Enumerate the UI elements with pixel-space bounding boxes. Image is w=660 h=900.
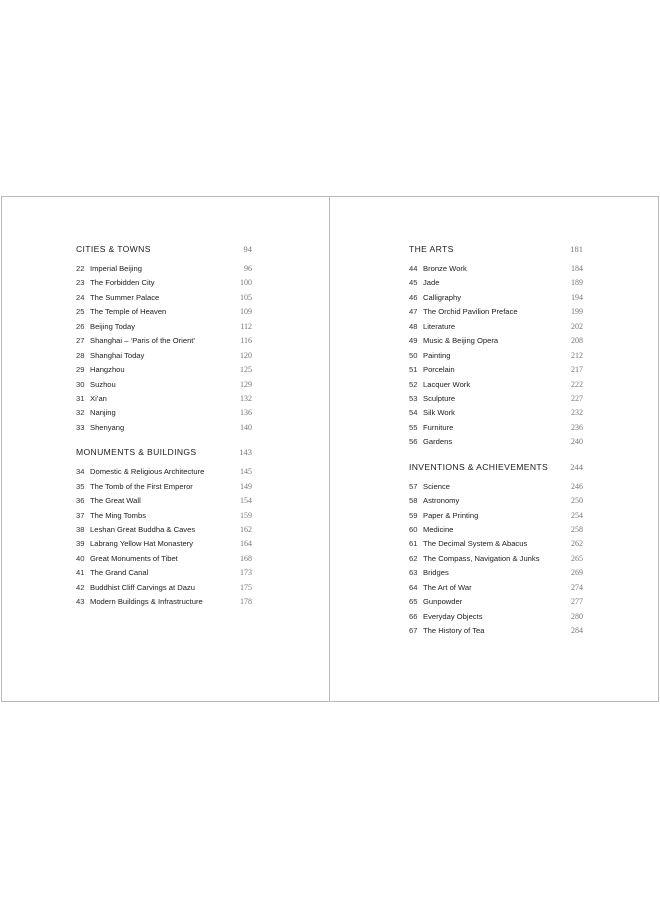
chapter-number: 59 <box>409 510 418 520</box>
chapter-page-number: 202 <box>571 321 583 331</box>
chapter-number: 41 <box>76 568 85 578</box>
chapter-title: Domestic & Religious Architecture <box>90 467 205 477</box>
chapter-number: 38 <box>76 525 85 534</box>
chapter-number: 61 <box>409 539 418 549</box>
chapter-page-number: 168 <box>240 553 252 563</box>
toc-entry-label <box>76 421 124 435</box>
chapter-number: 25 <box>76 307 85 317</box>
toc-entry-label <box>409 406 455 420</box>
toc-entry-label <box>409 494 459 508</box>
chapter-title: Gardens <box>423 437 453 447</box>
section-page-number: 244 <box>570 461 583 472</box>
toc-entry-label <box>409 262 467 276</box>
chapter-title: Gunpowder <box>423 597 463 607</box>
chapter-page-number: 149 <box>240 481 252 491</box>
section-heading[interactable] <box>409 459 583 480</box>
toc-entry-label <box>76 552 178 566</box>
toc-entry-label <box>76 566 148 580</box>
chapter-page-number: 254 <box>571 510 583 520</box>
chapter-title: Astronomy <box>423 496 460 506</box>
toc-entry-label <box>76 581 195 595</box>
chapter-title: Imperial Beijing <box>90 264 142 273</box>
chapter-number: 30 <box>76 379 85 389</box>
chapter-number: 66 <box>409 611 418 621</box>
section-title: INVENTIONS & ACHIEVEMENTS <box>409 461 549 472</box>
toc-entry[interactable] <box>76 581 252 595</box>
toc-entry[interactable] <box>76 320 252 334</box>
chapter-page-number: 116 <box>240 336 252 346</box>
chapter-title: Modern Buildings & Infrastructure <box>90 597 203 607</box>
toc-entry[interactable] <box>409 610 583 624</box>
toc-entry-label <box>76 305 166 319</box>
toc-entry-label <box>76 406 116 420</box>
toc-entry[interactable] <box>409 566 583 580</box>
toc-entry-label <box>76 509 146 523</box>
chapter-title: The Forbidden City <box>90 278 155 288</box>
chapter-number: 33 <box>76 422 85 432</box>
section-heading[interactable] <box>76 241 252 262</box>
toc-entry[interactable] <box>409 406 583 420</box>
chapter-page-number: 173 <box>240 568 252 578</box>
chapter-title: Labrang Yellow Hat Monastery <box>90 539 194 549</box>
chapter-title: Bridges <box>423 568 449 578</box>
chapter-number: 48 <box>409 321 418 331</box>
toc-entry-label <box>76 291 159 305</box>
chapter-number: 29 <box>76 365 85 375</box>
chapter-page-number: 227 <box>571 393 583 403</box>
toc-entry[interactable] <box>409 334 583 348</box>
toc-entry-label <box>409 363 455 377</box>
chapter-number: 34 <box>76 467 85 477</box>
toc-entry[interactable] <box>409 291 583 305</box>
chapter-number: 39 <box>76 539 85 549</box>
toc-entry[interactable] <box>76 349 252 363</box>
chapter-page-number: 178 <box>240 597 252 607</box>
chapter-number: 43 <box>76 597 85 607</box>
toc-entry[interactable] <box>76 566 252 580</box>
chapter-title: Everyday Objects <box>423 611 483 621</box>
toc-entry[interactable] <box>76 509 252 523</box>
toc-entry[interactable] <box>409 349 583 363</box>
toc-entry[interactable] <box>76 465 252 479</box>
toc-entry-label <box>409 581 472 595</box>
chapter-page-number: 112 <box>240 321 252 331</box>
chapter-number: 23 <box>76 278 85 288</box>
toc-entry-label <box>76 465 204 479</box>
chapter-title: The Tomb of the First Emperor <box>90 481 193 491</box>
chapter-number: 28 <box>76 350 85 360</box>
chapter-page-number: 120 <box>240 350 252 360</box>
chapter-page-number: 265 <box>571 553 583 563</box>
toc-entry[interactable] <box>76 363 252 377</box>
chapter-page-number: 175 <box>240 582 252 592</box>
chapter-page-number: 194 <box>571 292 583 302</box>
chapter-number: 32 <box>76 408 85 418</box>
chapter-title: Music & Beijing Opera <box>423 336 499 346</box>
chapter-number: 22 <box>76 264 85 273</box>
toc-entry-label <box>409 276 439 290</box>
toc-entry-label <box>409 552 540 566</box>
toc-entry[interactable] <box>409 480 583 494</box>
chapter-page-number: 208 <box>571 336 583 346</box>
section-title: THE ARTS <box>409 244 454 254</box>
chapter-title: Shanghai Today <box>90 350 145 360</box>
toc-entry[interactable] <box>76 276 252 290</box>
toc-entry-label <box>409 610 483 624</box>
toc-entry-label <box>409 320 455 334</box>
toc-entry[interactable] <box>76 406 252 420</box>
toc-entry-label <box>409 523 453 537</box>
chapter-number: 55 <box>409 422 418 432</box>
chapter-title: Silk Work <box>423 408 455 418</box>
chapter-title: Science <box>423 481 451 491</box>
chapter-page-number: 154 <box>240 496 252 506</box>
chapter-title: Medicine <box>423 525 454 534</box>
toc-entry[interactable] <box>409 494 583 508</box>
chapter-number: 46 <box>409 292 418 302</box>
section-title: MONUMENTS & BUILDINGS <box>76 447 197 458</box>
chapter-number: 67 <box>409 626 418 636</box>
chapter-page-number: 125 <box>240 365 252 375</box>
chapter-page-number: 236 <box>571 422 583 432</box>
chapter-title: Furniture <box>423 422 454 432</box>
chapter-title: The Great Wall <box>90 496 141 506</box>
chapter-page-number: 96 <box>244 264 252 273</box>
toc-entry[interactable] <box>409 262 583 276</box>
toc-entry-label <box>409 624 484 638</box>
chapter-title: The Compass, Navigation & Junks <box>423 553 540 563</box>
chapter-number: 57 <box>409 481 418 491</box>
toc-entry-label <box>76 392 107 406</box>
toc-section <box>409 459 583 639</box>
toc-entry-label <box>409 480 450 494</box>
chapter-page-number: 217 <box>571 365 583 375</box>
chapter-number: 26 <box>76 321 85 331</box>
chapter-number: 37 <box>76 510 85 520</box>
chapter-page-number: 100 <box>240 278 252 288</box>
chapter-number: 27 <box>76 336 85 346</box>
chapter-page-number: 140 <box>240 422 252 432</box>
toc-entry[interactable] <box>76 523 252 537</box>
chapter-title: Shenyang <box>90 422 125 432</box>
toc-entry-label <box>76 378 116 392</box>
chapter-number: 60 <box>409 525 418 534</box>
chapter-title: Beijing Today <box>90 321 136 331</box>
right-page-contents <box>409 241 583 648</box>
chapter-number: 40 <box>76 553 85 563</box>
toc-section <box>76 444 252 609</box>
chapter-title: The Temple of Heaven <box>90 307 167 317</box>
toc-entry[interactable] <box>76 305 252 319</box>
toc-entry-label <box>76 349 144 363</box>
chapter-title: The Summer Palace <box>90 292 160 302</box>
chapter-page-number: 129 <box>240 379 252 389</box>
chapter-page-number: 132 <box>240 393 252 403</box>
chapter-title: Nanjing <box>90 408 116 418</box>
chapter-title: Painting <box>423 350 451 360</box>
section-page-number: 94 <box>243 244 252 254</box>
toc-entry-label <box>409 291 461 305</box>
chapter-number: 64 <box>409 582 418 592</box>
chapter-page-number: 250 <box>571 496 583 506</box>
toc-entry[interactable] <box>76 378 252 392</box>
toc-entry-label <box>409 349 450 363</box>
toc-entry[interactable] <box>76 421 252 435</box>
chapter-number: 44 <box>409 264 418 273</box>
chapter-page-number: 240 <box>571 437 583 447</box>
chapter-title: Jade <box>423 278 440 288</box>
toc-entry-label <box>76 537 193 551</box>
toc-entry[interactable] <box>409 435 583 449</box>
chapter-number: 24 <box>76 292 85 302</box>
chapter-title: Buddhist Cliff Carvings at Dazu <box>90 582 195 592</box>
toc-entry[interactable] <box>409 624 583 638</box>
chapter-page-number: 105 <box>240 292 252 302</box>
toc-entry[interactable] <box>76 480 252 494</box>
chapter-page-number: 159 <box>240 510 252 520</box>
chapter-title: Lacquer Work <box>423 379 471 389</box>
toc-entry-label <box>76 523 195 537</box>
chapter-title: The Ming Tombs <box>90 510 146 520</box>
section-heading[interactable] <box>76 444 252 465</box>
toc-entry[interactable] <box>409 276 583 290</box>
chapter-title: Paper & Printing <box>423 510 479 520</box>
chapter-page-number: 162 <box>240 525 252 534</box>
toc-entry[interactable] <box>409 552 583 566</box>
toc-entry[interactable] <box>409 509 583 523</box>
chapter-title: The Art of War <box>423 582 472 592</box>
toc-entry-label <box>409 305 518 319</box>
left-page-contents <box>76 241 252 619</box>
chapter-number: 47 <box>409 307 418 317</box>
toc-entry[interactable] <box>409 392 583 406</box>
toc-entry-label <box>76 262 142 276</box>
chapter-page-number: 184 <box>571 264 583 273</box>
toc-entry-label <box>76 276 155 290</box>
chapter-title: The Orchid Pavilion Preface <box>423 307 518 317</box>
section-page-number: 181 <box>570 244 583 254</box>
toc-entry[interactable] <box>409 305 583 319</box>
toc-entry[interactable] <box>409 320 583 334</box>
chapter-page-number: 136 <box>240 408 252 418</box>
chapter-number: 49 <box>409 336 418 346</box>
toc-section <box>409 241 583 450</box>
chapter-title: Literature <box>423 321 456 331</box>
chapter-page-number: 277 <box>571 597 583 607</box>
chapter-title: Suzhou <box>90 379 116 389</box>
chapter-title: Calligraphy <box>423 292 461 302</box>
chapter-number: 36 <box>76 496 85 506</box>
toc-entry[interactable] <box>76 262 252 276</box>
toc-entry[interactable] <box>76 552 252 566</box>
toc-entry[interactable] <box>409 537 583 551</box>
chapter-page-number: 212 <box>571 350 583 360</box>
chapter-title: Sculpture <box>423 393 456 403</box>
chapter-number: 56 <box>409 437 418 447</box>
chapter-number: 62 <box>409 553 418 563</box>
section-title: CITIES & TOWNS <box>76 244 151 254</box>
chapter-page-number: 274 <box>571 582 583 592</box>
toc-entry-label <box>409 421 453 435</box>
chapter-number: 35 <box>76 481 85 491</box>
chapter-number: 42 <box>76 582 85 592</box>
chapter-title: Hangzhou <box>90 365 125 375</box>
toc-entry[interactable] <box>409 581 583 595</box>
section-heading[interactable] <box>409 241 583 262</box>
toc-entry[interactable] <box>409 523 583 537</box>
chapter-page-number: 246 <box>571 481 583 491</box>
chapter-title: Porcelain <box>423 365 455 375</box>
toc-entry-label <box>409 509 478 523</box>
chapter-title: Leshan Great Buddha & Caves <box>90 525 196 534</box>
toc-entry-label <box>409 537 527 551</box>
toc-entry[interactable] <box>409 378 583 392</box>
chapter-page-number: 164 <box>240 539 252 549</box>
toc-entry-label <box>409 435 452 449</box>
toc-entry-label <box>76 595 203 609</box>
toc-entry-label <box>409 378 470 392</box>
toc-entry[interactable] <box>76 334 252 348</box>
toc-entry-label <box>409 595 462 609</box>
chapter-page-number: 222 <box>571 379 583 389</box>
toc-entry[interactable] <box>76 494 252 508</box>
chapter-page-number: 109 <box>240 307 252 317</box>
chapter-number: 54 <box>409 408 418 418</box>
toc-entry[interactable] <box>76 595 252 609</box>
chapter-title: Great Monuments of Tibet <box>90 553 178 563</box>
chapter-number: 45 <box>409 278 418 288</box>
toc-entry[interactable] <box>76 291 252 305</box>
toc-section <box>76 241 252 435</box>
chapter-number: 51 <box>409 365 418 375</box>
chapter-page-number: 269 <box>571 568 583 578</box>
toc-entry-label <box>76 494 141 508</box>
chapter-page-number: 232 <box>571 408 583 418</box>
toc-entry-label <box>76 334 195 348</box>
chapter-page-number: 258 <box>571 525 583 534</box>
chapter-title: Bronze Work <box>423 264 467 273</box>
chapter-title: The Decimal System & Abacus <box>423 539 528 549</box>
chapter-number: 63 <box>409 568 418 578</box>
toc-entry-label <box>76 480 193 494</box>
toc-entry-label <box>409 566 449 580</box>
chapter-title: Xi’an <box>90 393 107 403</box>
section-page-number: 143 <box>239 447 252 458</box>
toc-entry-label <box>76 320 135 334</box>
chapter-number: 58 <box>409 496 418 506</box>
chapter-page-number: 199 <box>571 307 583 317</box>
chapter-title: The History of Tea <box>423 626 485 636</box>
toc-entry[interactable] <box>409 421 583 435</box>
chapter-number: 65 <box>409 597 418 607</box>
chapter-page-number: 145 <box>240 467 252 477</box>
chapter-page-number: 262 <box>571 539 583 549</box>
chapter-number: 31 <box>76 393 85 403</box>
toc-entry[interactable] <box>76 392 252 406</box>
toc-entry[interactable] <box>76 537 252 551</box>
chapter-page-number: 280 <box>571 611 583 621</box>
toc-entry[interactable] <box>409 363 583 377</box>
page-gutter <box>329 196 330 702</box>
chapter-number: 53 <box>409 393 418 403</box>
chapter-page-number: 284 <box>571 626 583 636</box>
toc-entry-label <box>409 392 455 406</box>
toc-entry-label <box>409 334 498 348</box>
toc-entry-label <box>76 363 125 377</box>
chapter-title: The Grand Canal <box>90 568 149 578</box>
chapter-number: 50 <box>409 350 418 360</box>
toc-entry[interactable] <box>409 595 583 609</box>
chapter-number: 52 <box>409 379 418 389</box>
chapter-title: Shanghai – ‘Paris of the Orient’ <box>90 336 196 346</box>
chapter-page-number: 189 <box>571 278 583 288</box>
